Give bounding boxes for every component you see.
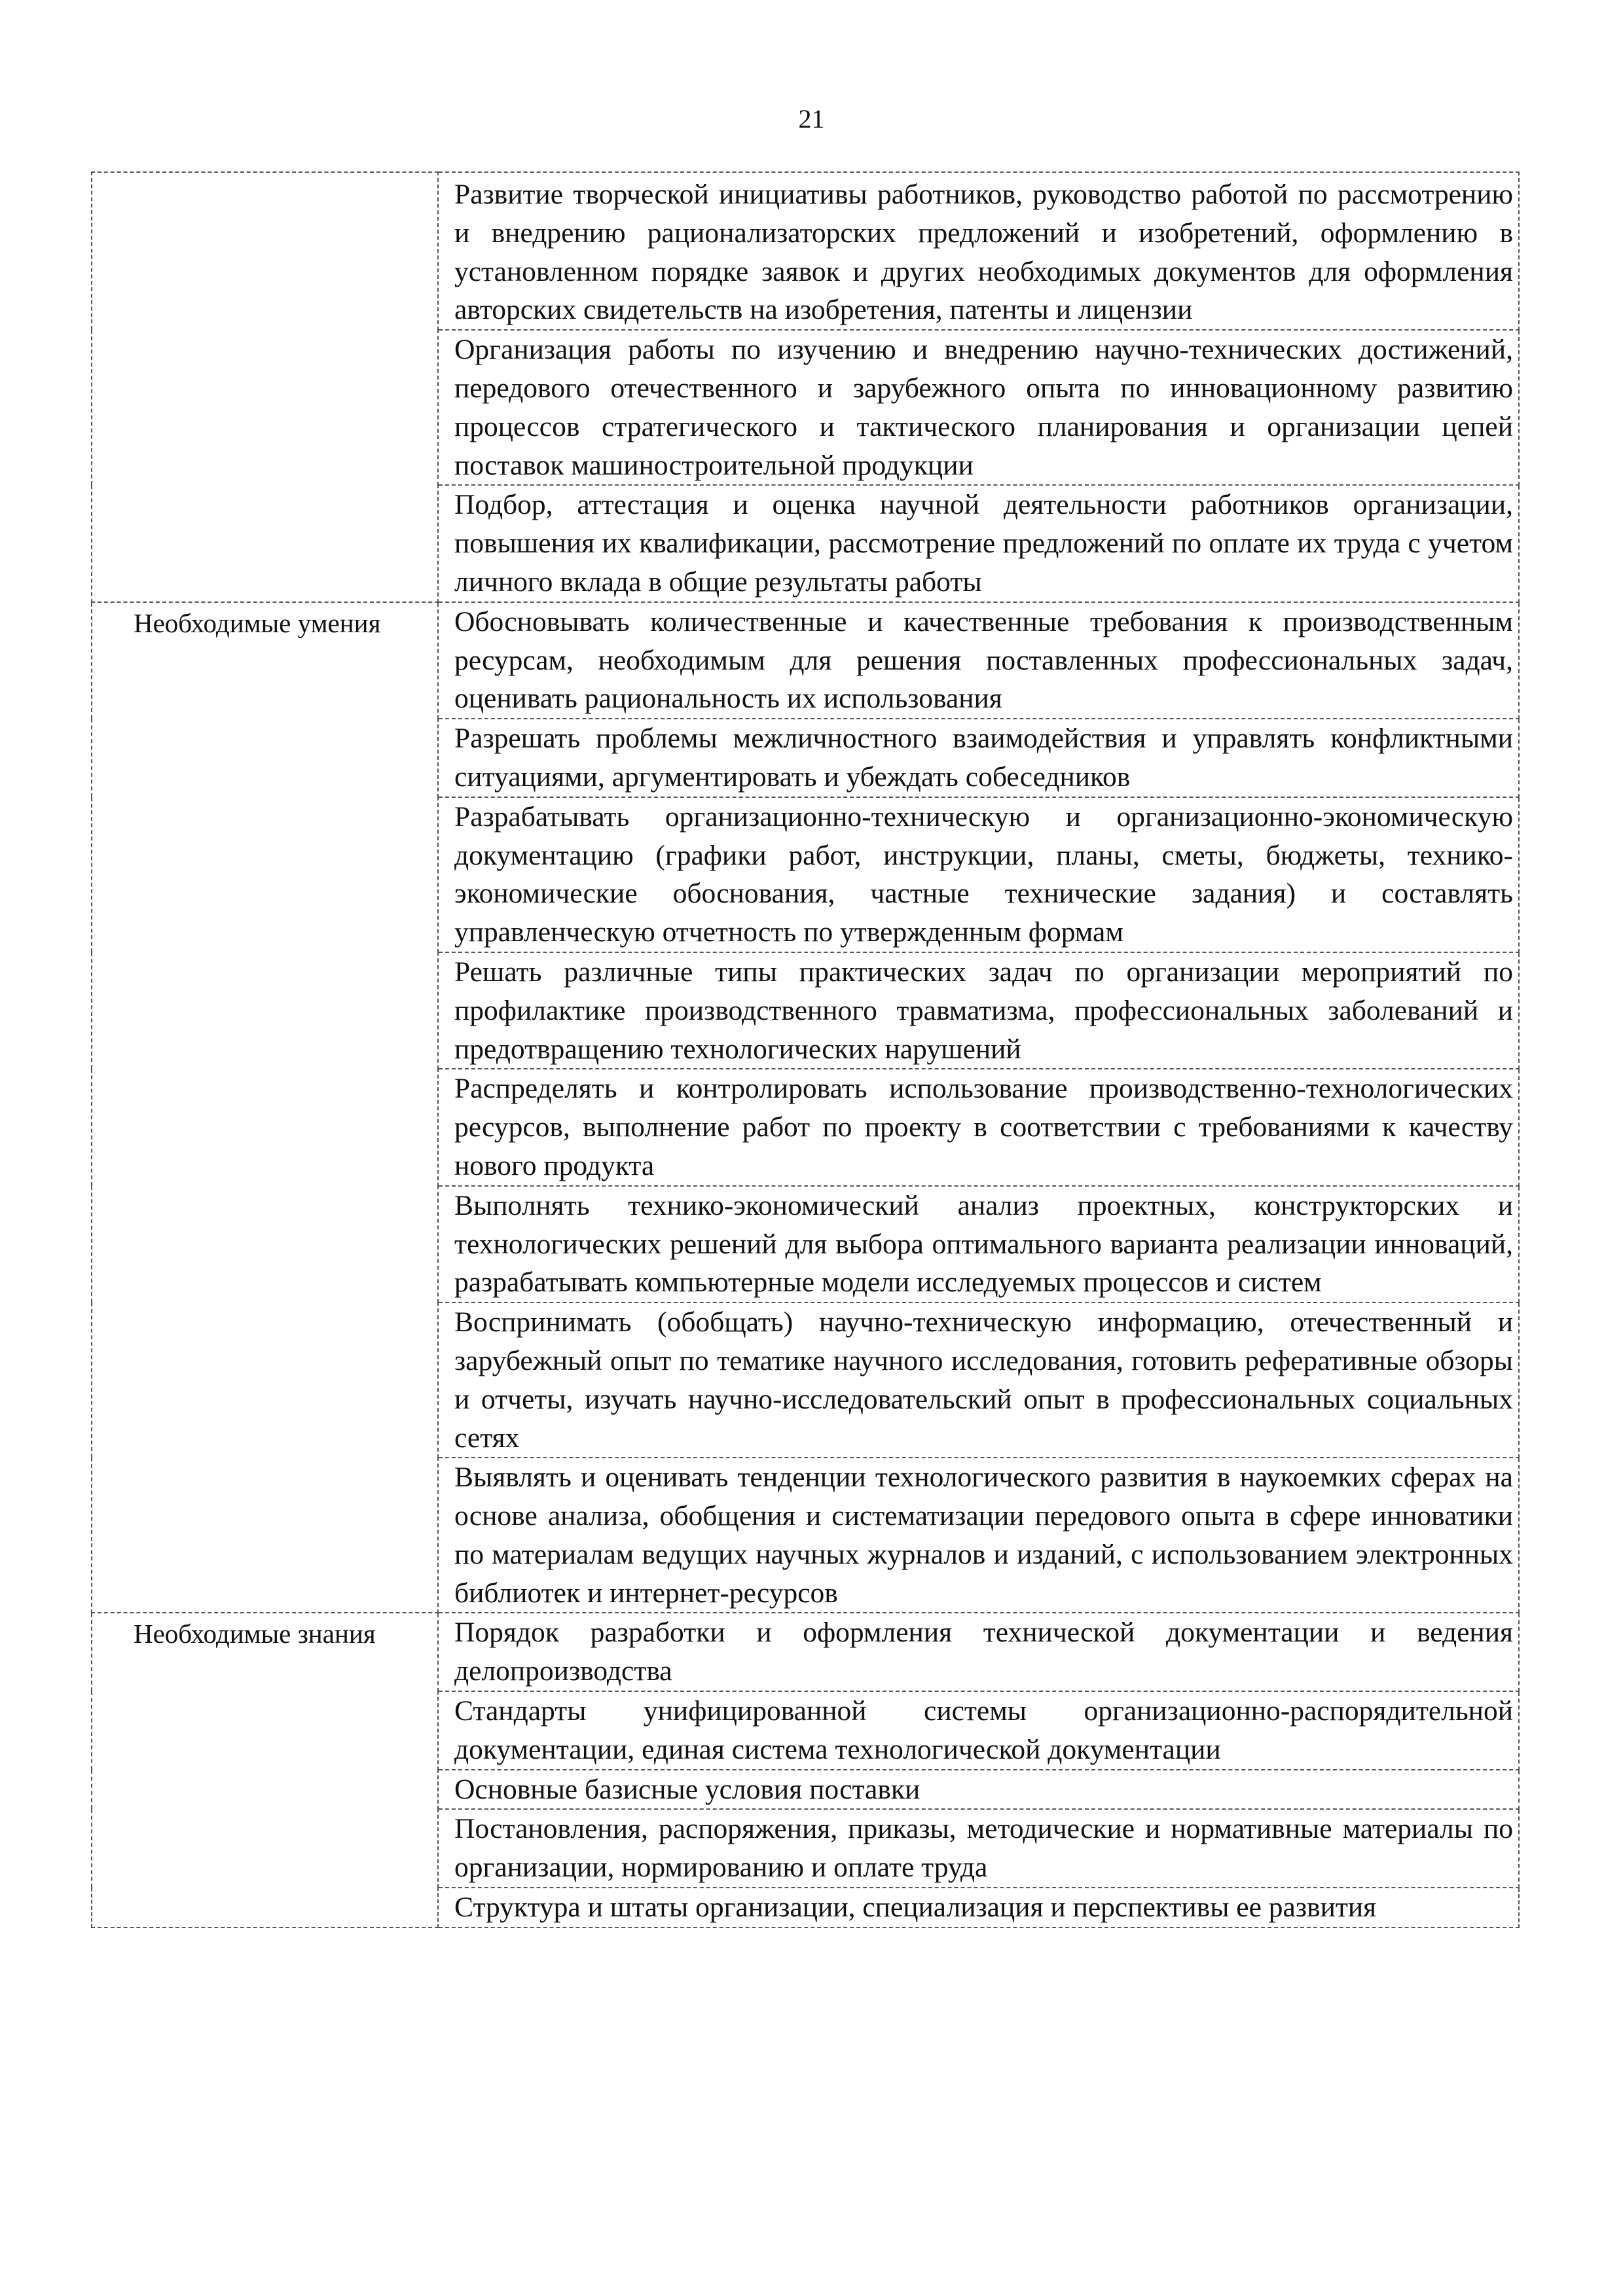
table-cell: Порядок разработки и оформления технической документации и ведения делопроизводства — [438, 1613, 1519, 1691]
table-cell: Развитие творческой инициативы работников, руководство работой по рассмотрению и внедрению рационализаторских предложений и изобретений, оформлению в установленном порядке заявок и других необходимых документов для оформления авторских свидетельств на изобретения, патенты и лицензии — [438, 172, 1519, 330]
table-cell: Обосновывать количественные и качественные требования к производственным ресурсам, необходимым для решения поставленных профессиональных задач, оценивать рациональность их использования — [438, 602, 1519, 719]
table-cell: Выполнять технико-экономический анализ проектных, конструкторских и технологических решений для выбора оптимального варианта реализации инноваций, разрабатывать компьютерные модели исследуемых процессов и систем — [438, 1186, 1519, 1302]
table-cell: Воспринимать (обобщать) научно-техническую информацию, отечественный и зарубежный опыт по тематике научного исследования, готовить реферативные обзоры и отчеты, изучать научно-исследовательский опыт в профессиональных социальных сетях — [438, 1302, 1519, 1458]
table-row — [92, 172, 1519, 330]
table-cell: Подбор, аттестация и оценка научной деятельности работников организации, повышения их квалификации, рассмотрение предложений по оплате их труда с учетом личного вклада в общие результаты работы — [438, 485, 1519, 601]
table-cell: Организация работы по изучению и внедрению научно-технических достижений, передового отечественного и зарубежного опыта по инновационному развитию процессов стратегического и тактического планирования и организации цепей поставок машиностроительной продукции — [438, 330, 1519, 485]
table-cell: Постановления, распоряжения, приказы, методические и нормативные материалы по организации, нормированию и оплате труда — [438, 1809, 1519, 1888]
table-cell: Решать различные типы практических задач по организации мероприятий по профилактике производственного травматизма, профессиональных заболеваний и предотвращению технологических нарушений — [438, 952, 1519, 1069]
table-cell: Разрешать проблемы межличностного взаимодействия и управлять конфликтными ситуациями, аргументировать и убеждать собеседников — [438, 719, 1519, 797]
table-cell: Основные базисные условия поставки — [438, 1770, 1519, 1810]
table-cell: Распределять и контролировать использование производственно-технологических ресурсов, выполнение работ по проекту в соответствии с требованиями к качеству нового продукта — [438, 1069, 1519, 1185]
requirements-table — [91, 171, 1520, 1928]
table-row — [92, 1613, 1519, 1691]
table-cell: Разрабатывать организационно-техническую и организационно-экономическую документацию (графики работ, инструкции, планы, сметы, бюджеты, технико-экономические обоснования, частные технические задания) и составлять управленческую отчетность по утвержденным формам — [438, 797, 1519, 952]
table-cell: Структура и штаты организации, специализация и перспективы ее развития — [438, 1888, 1519, 1928]
table-cell: Стандарты унифицированной системы организационно-распорядительной документации, единая система технологической документации — [438, 1691, 1519, 1770]
page-number: 21 — [798, 104, 825, 134]
knowledge-label: Необходимые знания — [92, 1613, 438, 1927]
skills-label: Необходимые умения — [92, 602, 438, 1613]
table-row — [92, 602, 1519, 719]
table-cell: Выявлять и оценивать тенденции технологического развития в наукоемких сферах на основе анализа, обобщения и систематизации передового опыта в сфере инноватики по материалам ведущих научных журналов и изданий, с использованием электронных библиотек и интернет-ресурсов — [438, 1458, 1519, 1613]
empty-label-cell — [92, 172, 438, 602]
